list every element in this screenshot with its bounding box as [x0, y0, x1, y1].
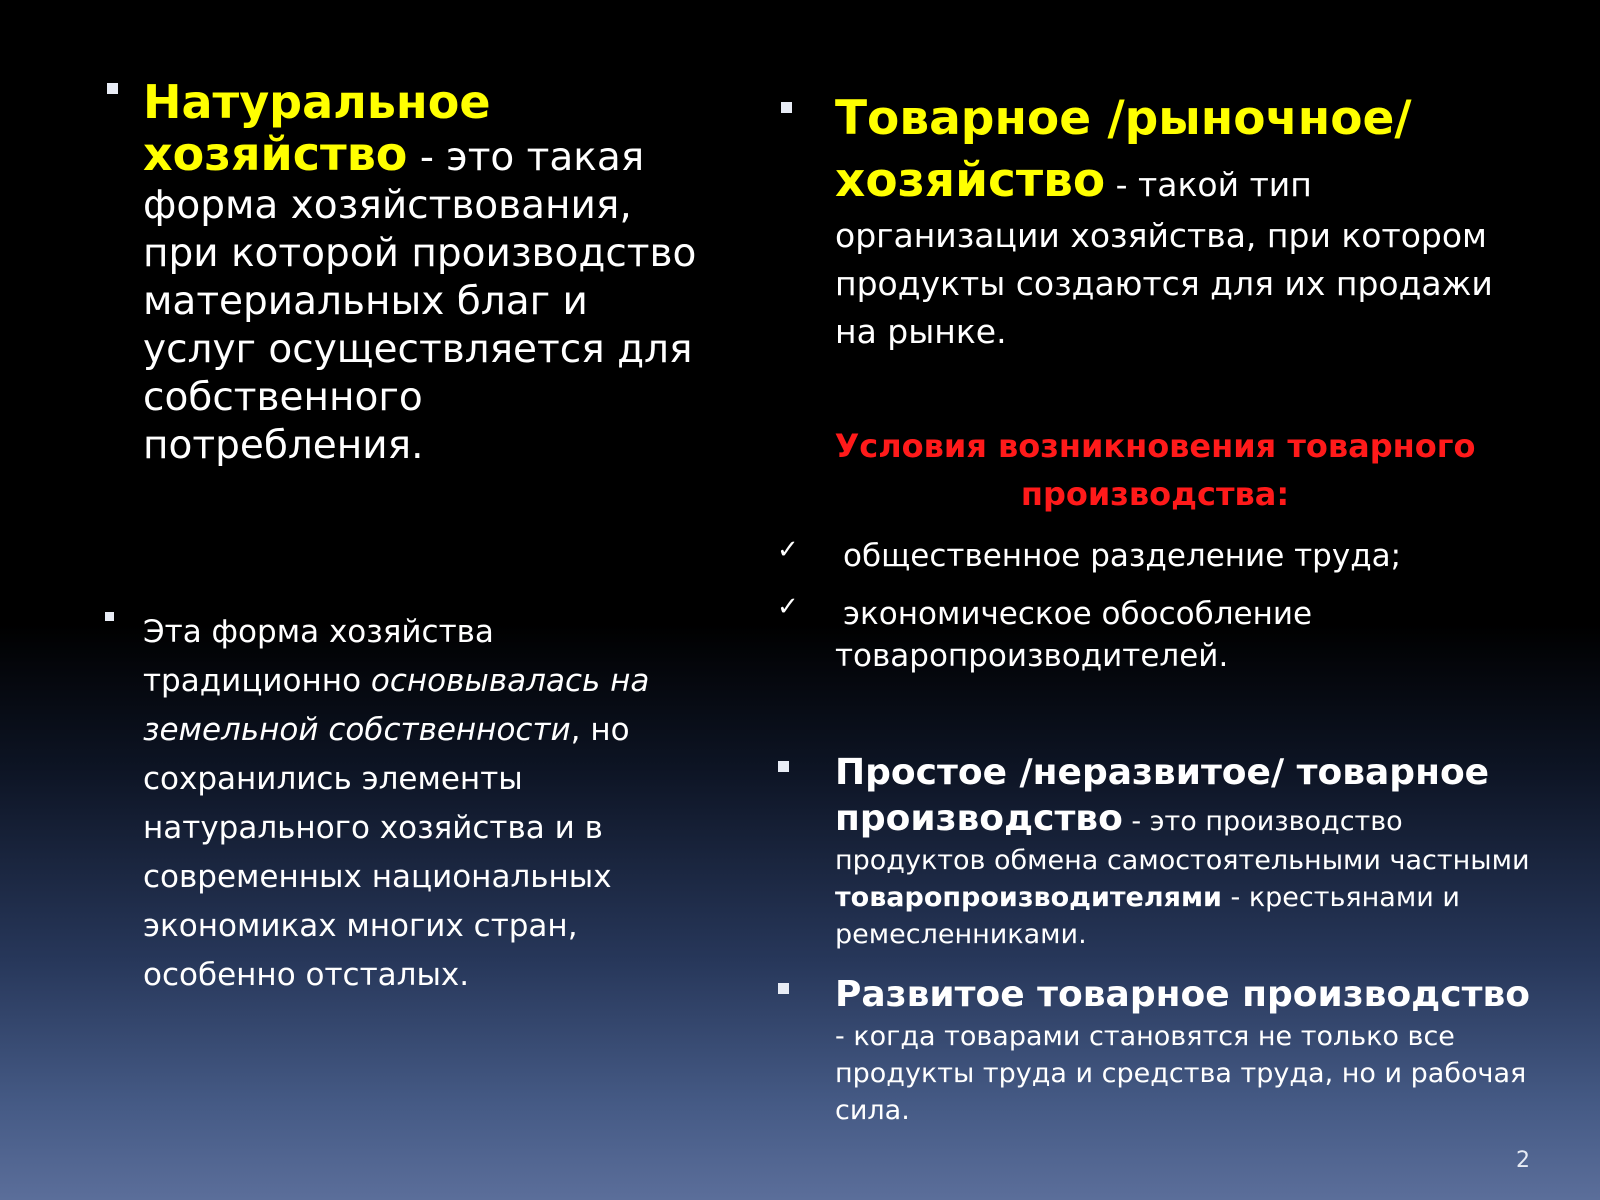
market-economy-text: - такой тип организации хозяйства, при котором продукты создаются для их продажи на рынке. — [835, 165, 1493, 351]
conditions-heading: Условия возникновения товарного производства: — [834, 427, 1476, 513]
bullet-square-icon — [107, 83, 118, 94]
bullet-square-icon — [781, 102, 792, 113]
page-number: 2 — [1516, 1148, 1530, 1173]
simple-production-text-end: - крестьянами и ремесленниками. — [835, 882, 1460, 950]
natural-economy-tradition — [143, 608, 713, 1000]
natural-economy-definition — [143, 75, 713, 470]
simple-production-term: Простое /неразвитое/ товарное производство — [835, 752, 1490, 839]
simple-production-text-start: - это производство продуктов обмена самостоятельными частными — [835, 806, 1530, 876]
tradition-text-start: Эта форма хозяйства традиционно — [143, 614, 494, 699]
natural-economy-text: - это такая форма хозяйствования, при которой производство материальных благ и услуг осуществляется для собственного потребления. — [143, 135, 697, 468]
developed-production-text: - когда товарами становятся не только все продукты труда и средства труда, но и рабочая сила. — [835, 1021, 1527, 1126]
market-economy-term: Товарное /рыночное/ хозяйство — [835, 91, 1412, 208]
natural-economy-term: Натуральное хозяйство — [143, 75, 491, 181]
checkmark-icon: ✓ — [777, 592, 799, 622]
condition-item-text: экономическое обособление товаропроизводителей. — [835, 596, 1313, 674]
market-economy-definition — [835, 88, 1535, 356]
developed-production-definition — [835, 972, 1555, 1129]
checkmark-icon: ✓ — [777, 535, 799, 565]
condition-item — [835, 593, 1535, 677]
simple-production-definition — [835, 750, 1555, 953]
simple-production-bold-text: товаропроизводителями — [835, 882, 1222, 913]
developed-production-term: Развитое товарное производство — [835, 974, 1530, 1015]
bullet-square-icon — [105, 612, 114, 621]
tradition-text-end: , но сохранились элементы натурального хозяйства и в современных национальных экономиках многих стран, особенно отсталых. — [143, 712, 630, 993]
bullet-square-icon — [778, 761, 789, 772]
tradition-italic-text: основывалась на земельной собственности — [143, 663, 650, 748]
bullet-square-icon — [778, 983, 789, 994]
condition-item: общественное разделение труда; — [843, 538, 1402, 574]
